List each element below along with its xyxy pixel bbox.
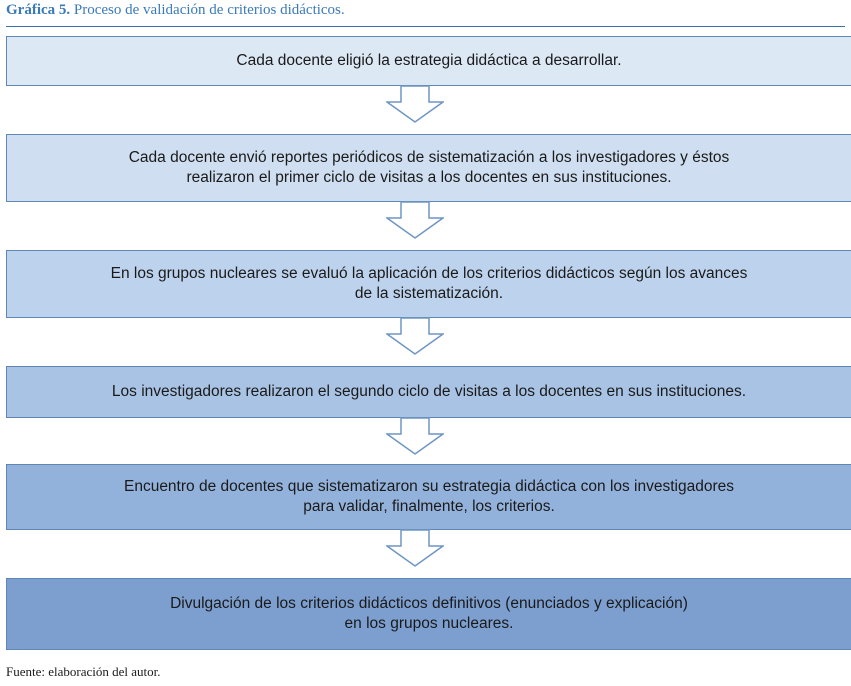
step-box-4 xyxy=(6,366,851,418)
step-6-line-2: en los grupos nucleares. xyxy=(344,615,514,632)
source-note: Fuente: elaboración del autor. xyxy=(6,664,161,679)
step-6-line-1: Divulgación de los criterios didácticos definitivos (enunciados y explicación) xyxy=(170,595,688,612)
step-box-2 xyxy=(6,134,851,202)
figure-label: Gráfica 5. xyxy=(6,2,71,18)
step-box-3 xyxy=(6,250,851,318)
title-rule xyxy=(6,26,845,27)
step-box-5 xyxy=(6,464,851,530)
arrow-down-icon xyxy=(386,317,444,355)
step-4-line-1: Los investigadores realizaron el segundo ciclo de visitas a los docentes en sus instituciones. xyxy=(111,383,747,400)
figure-caption: Proceso de validación de criterios didácticos. xyxy=(73,2,345,18)
step-box-1 xyxy=(6,36,851,86)
arrow-down-icon xyxy=(386,417,444,455)
arrow-down-icon xyxy=(386,529,444,567)
arrow-down-icon xyxy=(386,201,444,239)
arrow-down-icon xyxy=(386,85,444,123)
step-5-line-1: Encuentro de docentes que sistematizaron su estrategia didáctica con los investigadores xyxy=(123,478,735,495)
step-3-line-1: En los grupos nucleares se evaluó la aplicación de los criterios didácticos según los avances xyxy=(110,265,748,282)
step-2-line-2: realizaron el primer ciclo de visitas a los docentes en sus instituciones. xyxy=(186,169,672,186)
step-2-line-1: Cada docente envió reportes periódicos de sistematización a los investigadores y éstos xyxy=(128,149,730,166)
step-3-line-2: de la sistematización. xyxy=(354,285,504,302)
figure-title xyxy=(6,2,345,19)
step-5-line-2: para validar, finalmente, los criterios. xyxy=(303,498,555,515)
step-1-line-1: Cada docente eligió la estrategia didáctica a desarrollar. xyxy=(236,52,622,69)
step-box-6 xyxy=(6,578,851,650)
